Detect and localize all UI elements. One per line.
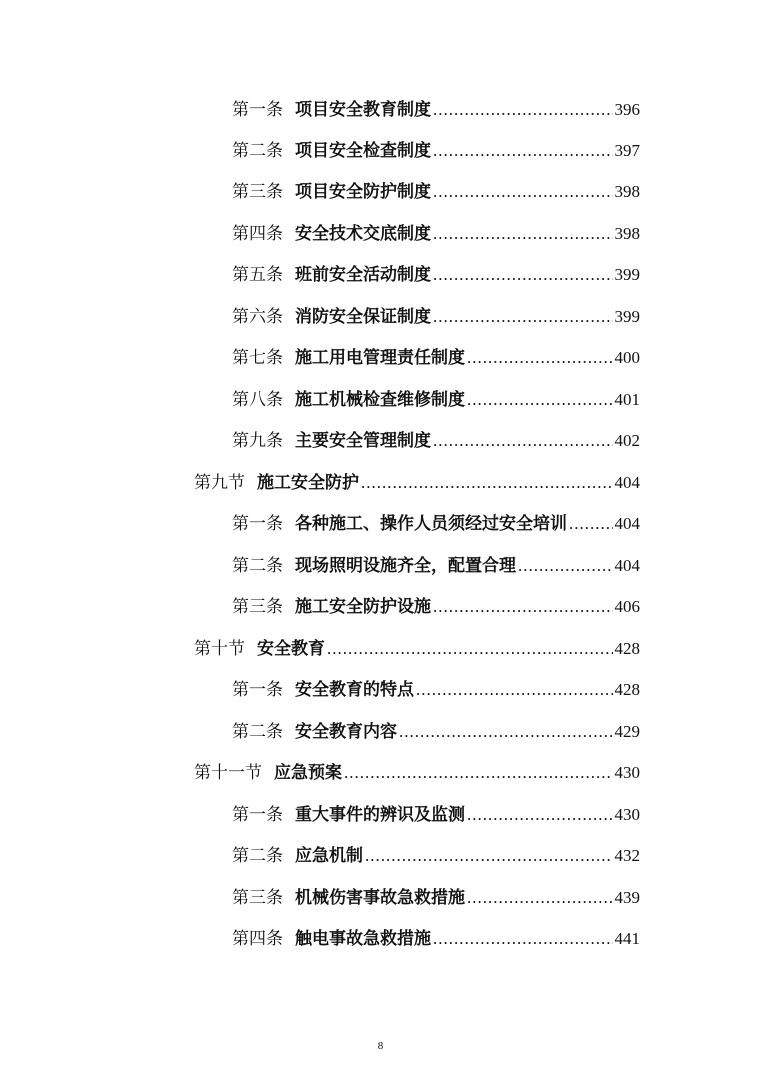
toc-entry-number: 第三条 (232, 182, 283, 202)
toc-dot-leader (569, 514, 613, 534)
toc-entry-page: 396 (614, 100, 640, 119)
toc-dot-leader (433, 224, 613, 244)
toc-entry-title: 主要安全管理制度 (295, 431, 431, 451)
toc-entry-page: 402 (614, 431, 640, 450)
toc-section-entry[interactable] (194, 629, 640, 659)
page-number: 8 (377, 1040, 384, 1052)
toc-section-entry[interactable] (194, 463, 640, 493)
toc-dot-leader (416, 680, 613, 700)
toc-entry-number: 第八条 (232, 390, 283, 410)
toc-dot-leader (467, 888, 613, 908)
toc-entry-title: 安全教育内容 (295, 722, 397, 742)
toc-entry[interactable] (232, 297, 640, 327)
toc-dot-leader (433, 929, 613, 949)
toc-dot-leader (344, 763, 613, 783)
toc-entry-title: 现场照明设施齐全，配置合理 (295, 556, 516, 576)
toc-dot-leader (467, 348, 613, 368)
toc-entry[interactable] (232, 172, 640, 202)
toc-dot-leader (518, 556, 613, 576)
toc-entry[interactable] (232, 380, 640, 410)
toc-entry-number: 第一条 (232, 680, 283, 700)
toc-entry-number: 第十节 (194, 639, 245, 659)
toc-entry-number: 第二条 (232, 722, 283, 742)
toc-entry-page: 441 (614, 929, 640, 948)
toc-entry-page: 404 (614, 556, 640, 575)
toc-entry-number: 第十一节 (194, 763, 262, 783)
toc-entry-number: 第二条 (232, 846, 283, 866)
toc-entry-page: 430 (614, 805, 640, 824)
toc-entry-page: 428 (614, 639, 640, 658)
toc-dot-leader (433, 431, 613, 451)
toc-entry-title: 机械伤害事故急救措施 (295, 888, 465, 908)
toc-entry[interactable] (232, 421, 640, 451)
toc-entry-title: 安全教育 (257, 639, 325, 659)
toc-dot-leader (467, 390, 613, 410)
toc-dot-leader (327, 639, 613, 659)
toc-entry-title: 重大事件的辨识及监测 (295, 805, 465, 825)
toc-entry-number: 第四条 (232, 224, 283, 244)
toc-entry-title: 班前安全活动制度 (295, 265, 431, 285)
toc-dot-leader (399, 722, 613, 742)
toc-entry-title: 施工安全防护 (257, 473, 359, 493)
toc-dot-leader (433, 141, 613, 161)
toc-entry-title: 项目安全防护制度 (295, 182, 431, 202)
toc-entry-number: 第六条 (232, 307, 283, 327)
toc-dot-leader (433, 307, 613, 327)
toc-entry-number: 第二条 (232, 141, 283, 161)
toc-entry[interactable] (232, 836, 640, 866)
toc-entry-page: 399 (614, 265, 640, 284)
toc-dot-leader (433, 597, 613, 617)
toc-dot-leader (361, 473, 613, 493)
toc-entry[interactable] (232, 712, 640, 742)
toc-entry-number: 第一条 (232, 805, 283, 825)
toc-entry-page: 430 (614, 763, 640, 782)
toc-entry-page: 398 (614, 224, 640, 243)
toc-entry-title: 施工安全防护设施 (295, 597, 431, 617)
toc-entry-number: 第一条 (232, 514, 283, 534)
toc-entry-number: 第九条 (232, 431, 283, 451)
toc-entry-number: 第二条 (232, 556, 283, 576)
toc-entry-page: 428 (614, 680, 640, 699)
toc-dot-leader (433, 182, 613, 202)
toc-entry-page: 406 (614, 597, 640, 616)
toc-entry-page: 432 (614, 846, 640, 865)
toc-entry-title: 触电事故急救措施 (295, 929, 431, 949)
toc-entry-number: 第三条 (232, 597, 283, 617)
toc-entry-number: 第三条 (232, 888, 283, 908)
toc-entry[interactable] (232, 919, 640, 949)
toc-entry-number: 第九节 (194, 473, 245, 493)
toc-entry-page: 398 (614, 182, 640, 201)
toc-entry[interactable] (232, 338, 640, 368)
toc-entry-title: 项目安全检查制度 (295, 141, 431, 161)
toc-entry-page: 404 (614, 473, 640, 492)
toc-entry-title: 消防安全保证制度 (295, 307, 431, 327)
toc-dot-leader (433, 100, 613, 120)
toc-entry-page: 429 (614, 722, 640, 741)
toc-entry[interactable] (232, 878, 640, 908)
toc-entry-title: 安全技术交底制度 (295, 224, 431, 244)
toc-entry[interactable] (232, 504, 640, 534)
toc-entry-page: 401 (614, 390, 640, 409)
toc-entry-title: 施工机械检查维修制度 (295, 390, 465, 410)
toc-entry[interactable] (232, 546, 640, 576)
toc-entry[interactable] (232, 214, 640, 244)
toc-dot-leader (365, 846, 613, 866)
toc-entry-title: 项目安全教育制度 (295, 100, 431, 120)
toc-entry-title: 安全教育的特点 (295, 680, 414, 700)
toc-entry-number: 第四条 (232, 929, 283, 949)
toc-entry-page: 439 (614, 888, 640, 907)
toc-dot-leader (433, 265, 613, 285)
toc-entry-page: 400 (614, 348, 640, 367)
toc-entry[interactable] (232, 587, 640, 617)
toc-entry[interactable] (232, 670, 640, 700)
toc-entry[interactable] (232, 255, 640, 285)
toc-entry-page: 397 (614, 141, 640, 160)
toc-entry-title: 应急机制 (295, 846, 363, 866)
toc-entry[interactable] (232, 795, 640, 825)
toc-entry[interactable] (232, 131, 640, 161)
toc-entry-number: 第一条 (232, 100, 283, 120)
toc-entry-number: 第五条 (232, 265, 283, 285)
toc-entry-title: 施工用电管理责任制度 (295, 348, 465, 368)
toc-entry-number: 第七条 (232, 348, 283, 368)
toc-section-entry[interactable] (194, 753, 640, 783)
toc-entry-page: 399 (614, 307, 640, 326)
toc-entry-title: 各种施工、操作人员须经过安全培训 (295, 514, 567, 534)
toc-entry-page: 404 (614, 514, 640, 533)
toc-entry-title: 应急预案 (274, 763, 342, 783)
toc-entry[interactable] (232, 90, 640, 120)
toc-dot-leader (467, 805, 613, 825)
